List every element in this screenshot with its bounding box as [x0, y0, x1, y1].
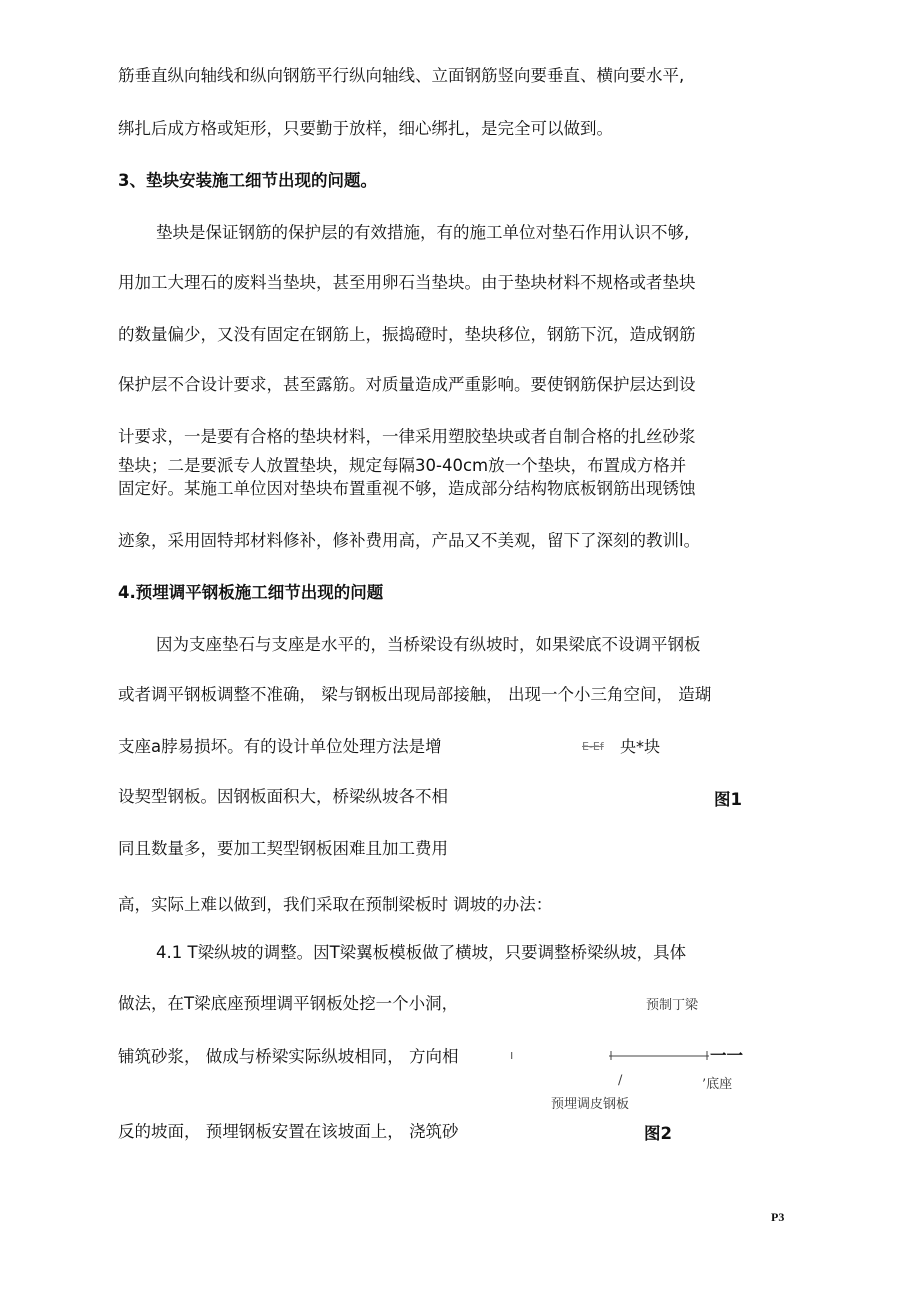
paragraph-line: 做法，在T梁底座预埋调平钢板处挖一个小洞，: [118, 994, 459, 1013]
figure-2-dash: 一一: [710, 1046, 743, 1065]
figure-2-plate-label: 预埋调皮钢板: [551, 1097, 630, 1112]
paragraph-line: 绑扎后成方格或矩形，只要勤于放样，细心绑扎，是完全可以做到。: [118, 119, 613, 138]
paragraph-line: 或者调平钢板调整不准确， 梁与钢板出现局部接触， 出现一个小三角空间， 造瑚: [118, 685, 712, 704]
paragraph-line: 计要求，一是要有合格的垫块材料，一律采用塑胶垫块或者自制合格的扎丝砂浆: [118, 427, 696, 446]
paragraph-line: 迹象，采用固特邦材料修补，修补费用高，产品又不美观，留下了深刻的教训l。: [118, 531, 701, 550]
paragraph-line: 设契型钢板。因钢板面积大，桥梁纵坡各不相: [118, 787, 448, 806]
subsection-heading-4-1: 4.1 T梁纵坡的调整。因T梁翼板模板做了横坡，只要调整桥梁纵坡，具体: [156, 943, 687, 962]
paragraph-line: 的数量偏少，又没有固定在钢筋上，振捣磴时，垫块移位，钢筋下沉，造成钢筋: [118, 325, 696, 344]
section-heading-3: 3、垫块安装施工细节出现的问题。: [118, 171, 377, 190]
paragraph-line: 用加工大理石的废料当垫块，甚至用卵石当垫块。由于垫块材料不规格或者垫块: [118, 273, 696, 292]
figure-2-seat-label: ’底座: [702, 1077, 733, 1092]
paragraph-line: 保护层不合设计要求，甚至露筋。对质量造成严重影响。要使钢筋保护层达到设: [118, 375, 696, 394]
paragraph-line: 因为支座垫石与支座是水平的，当桥梁设有纵坡时，如果梁底不设调平钢板: [156, 635, 701, 654]
figure-2-drawing: [605, 1048, 715, 1062]
figure-2-beam-label: 预制丁梁: [646, 998, 699, 1013]
paragraph-line: 反的坡面， 预埋钢板安置在该坡面上， 浇筑砂: [118, 1122, 459, 1141]
page-number: P3: [771, 1210, 785, 1224]
paragraph-line: 铺筑砂浆， 做成与桥梁实际纵坡相同， 方向相: [118, 1047, 459, 1066]
paragraph-line: 支座a脖易损坏。有的设计单位处理方法是增: [118, 737, 442, 756]
figure-2-slash: /: [618, 1073, 623, 1088]
section-heading-4: 4.预埋调平钢板施工细节出现的问题: [118, 583, 384, 602]
paragraph-line: 同且数量多，要加工契型钢板困难且加工费用: [118, 839, 448, 858]
figure-1-label: 央*块: [620, 737, 661, 756]
paragraph-line: 垫块；二是要派专人放置垫块，规定每隔30-40cm放一个垫块，布置成方格并: [118, 456, 687, 475]
figure-2-caption: 图2: [644, 1124, 672, 1143]
paragraph-line: 固定好。某施工单位因对垫块布置重视不够，造成部分结构物底板钢筋出现锈蚀: [118, 479, 696, 498]
figure-1-mark: E-Ef: [582, 740, 604, 753]
paragraph-line: 筋垂直纵向轴线和纵向钢筋平行纵向轴线、立面钢筋竖向要垂直、横向要水平,: [118, 66, 685, 85]
figure-2-tick: ı: [510, 1048, 514, 1062]
paragraph-line: 高，实际上难以做到，我们采取在预制梁板时 调坡的办法：: [118, 895, 553, 914]
figure-1-caption: 图1: [714, 790, 742, 809]
paragraph-line: 垫块是保证钢筋的保护层的有效措施，有的施工单位对垫石作用认识不够,: [156, 223, 690, 242]
